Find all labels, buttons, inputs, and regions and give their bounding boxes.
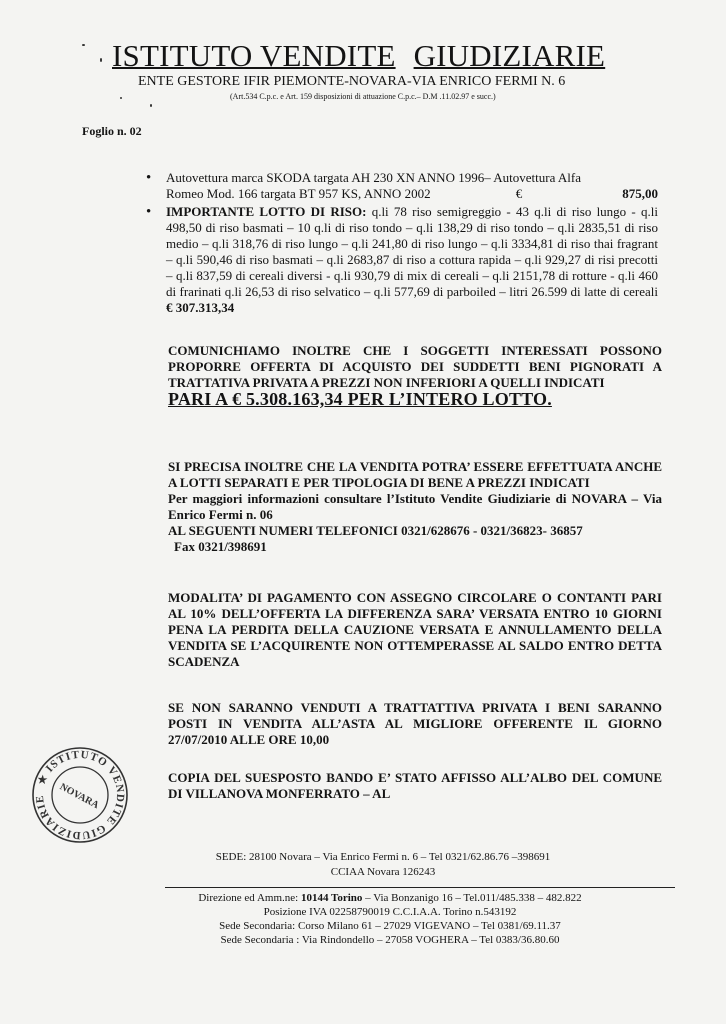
legal-note: (Art.534 C.p.c. e Art. 159 disposizioni di attuazione C.p.c.– D.M .11.02.97 e succ.) (230, 92, 496, 101)
footer-vat: Posizione IVA 02258790019 C.C.I.A.A. Torino n.543192 (263, 906, 517, 918)
footer-branch-voghera: Sede Secondaria : Via Rindondello – 27058 VOGHERA – Tel 0383/36.80.60 (220, 934, 560, 946)
cars-price: 875,00 (622, 186, 658, 201)
phone-numbers: AL SEGUENTI NUMERI TELEFONICI 0321/628676 - 0321/36823- 36857 (168, 523, 583, 538)
rice-lot-title: IMPORTANTE LOTTO DI RISO: (166, 204, 367, 219)
footer-direzione (160, 891, 620, 905)
scan-speck (100, 58, 102, 62)
institute-subtitle: ENTE GESTORE IFIR PIEMONTE-NOVARA-VIA ENRICO FERMI N. 6 (138, 74, 566, 89)
sheet-number: Foglio n. 02 (82, 124, 142, 138)
lots-text: SI PRECISA INOLTRE CHE LA VENDITA POTRA’ ESSERE EFFETTUATA ANCHE A LOTTI SEPARATI E PER TIPOLOGIA DI BENE A PREZZI INDICATI (168, 459, 662, 490)
lots-section (168, 459, 662, 555)
footer-divider (165, 887, 675, 888)
scan-speck (120, 97, 122, 99)
title-part-1: ISTITUTO VENDITE (112, 38, 396, 73)
stamp-center-text: NOVARA (57, 781, 101, 812)
posting-notice: COPIA DEL SUESPOSTO BANDO E’ STATO AFFISSO ALL’ALBO DEL COMUNE DI VILLANOVA MONFERRATO – AL (168, 770, 662, 801)
footer-sede-address: SEDE: 28100 Novara – Via Enrico Fermi n. 6 – Tel 0321/62.86.76 –398691 (215, 851, 551, 863)
scan-speck (150, 104, 152, 107)
footer-cciaa: CCIAA Novara 126243 (330, 866, 436, 878)
direzione-address: – Via Bonzanigo 16 – Tel.011/485.338 – 482.822 (362, 892, 582, 904)
cars-line-2 (166, 186, 658, 202)
institute-stamp (30, 745, 130, 845)
rice-lot-price: € 307.313,34 (166, 300, 235, 315)
fax-number: Fax 0321/398691 (174, 539, 267, 554)
auction-notice: SE NON SARANNO VENDUTI A TRATTATTIVA PRIVATA I BENI SARANNO POSTI IN VENDITA ALL’ASTA AL MIGLIORE OFFERENTE IL GIORNO 27/07/2010 ALLE ORE 10,00 (168, 700, 662, 747)
footer-branch-vigevano: Sede Secondaria: Corso Milano 61 – 27029 VIGEVANO – Tel 0381/69.11.37 (219, 920, 561, 932)
info-text: Per maggiori informazioni consultare l’Istituto Vendite Giudiziarie di NOVARA – Via Enrico Fermi n. 06 (168, 491, 662, 522)
footer-management (160, 891, 620, 947)
direzione-city: 10144 Torino (300, 892, 363, 904)
total-lot-price: PARI A € 5.308.163,34 PER L’INTERO LOTTO. (168, 389, 552, 409)
direzione-label: Direzione ed Amm.ne: (198, 892, 301, 904)
scan-speck (82, 44, 85, 46)
offer-section (168, 343, 662, 407)
title-part-2: GIUDIZIARIE (413, 38, 606, 73)
item-list (146, 170, 658, 318)
list-item-rice-lot (146, 204, 658, 316)
stamp-outer-text: ★ ISTITUTO VENDITE GIUDIZIARIE (33, 748, 127, 842)
rice-lot-text: q.li 78 riso semigreggio - 43 q.li di riso lungo - q.li 498,50 di riso basmati – 10 q.li di riso tondo – q.li 138,29 di riso tondo – q.li 2835,51 di riso medio – q.li 318,76 di riso lungo – q.li 241,80 di riso lungo – q.li 3334,81 di riso thai fragrant – q.li 590,46 di riso basmati – q.li 2683,87 di riso a cottura rapida – q.li 929,27 di risi precotti – q.li 837,59 di cereali diversi - q.li 930,79 di mix di cereali – q.li 2151,78 di rotture - q.li 460 di frarinati q.li 26,53 di riso selvatico – q.li 577,69 di parboiled – litri 26.599 di latte di cereali (166, 204, 658, 299)
cars-line-1: • Autovettura marca SKODA targata AH 230 XN ANNO 1996– Autovettura Alfa (166, 170, 581, 185)
institute-title (112, 38, 632, 74)
cars-line-2-text: Romeo Mod. 166 targata BT 957 KS, ANNO 2002 (166, 186, 431, 201)
list-item-cars (146, 170, 658, 202)
footer-headquarters (188, 850, 578, 880)
cars-currency: € (515, 186, 523, 201)
offer-text: COMUNICHIAMO INOLTRE CHE I SOGGETTI INTERESSATI POSSONO PROPORRE OFFERTA DI ACQUISTO DEI SUDDETTI BENI PIGNORATI A TRATTATIVA PRIVATA A PREZZI NON INFERIORI A QUELLI INDICATI (168, 343, 662, 390)
payment-terms: MODALITA’ DI PAGAMENTO CON ASSEGNO CIRCOLARE O CONTANTI PARI AL 10% DELL’OFFERTA LA DIFFERENZA SARA’ VERSATA ENTRO 10 GIORNI PENA LA PERDITA DELLA CAUZIONE VERSATA E ANNULLAMENTO DELLA VENDITA SE L’ACQUIRENTE NON OTTEMPERASSE AL SALDO ENTRO DETTA SCADENZA (168, 590, 662, 669)
